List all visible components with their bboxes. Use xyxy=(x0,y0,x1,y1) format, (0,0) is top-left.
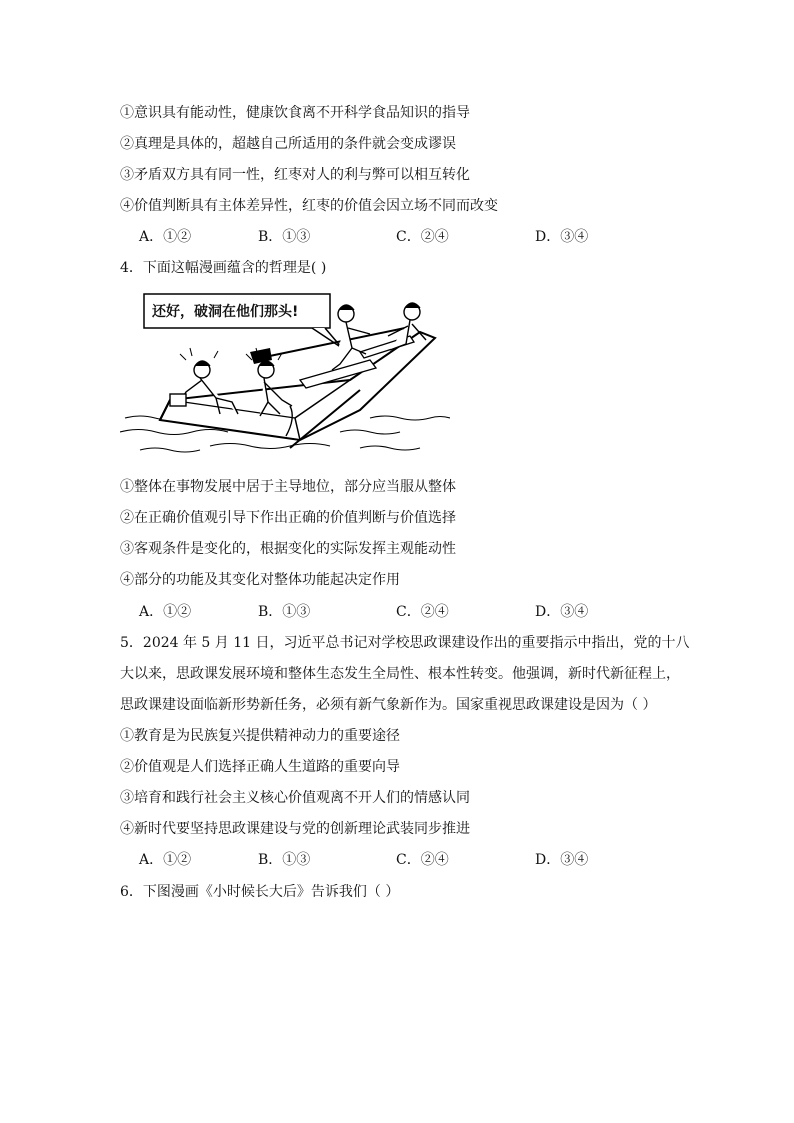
q4-stem: 4．下面这幅漫画蕴含的哲理是( ) xyxy=(120,260,327,276)
q3-statement-4: ④价值判断具有主体差异性，红枣的价值会因立场不同而改变 xyxy=(120,198,498,214)
q5-statement-4: ④新时代要坚持思政课建设与党的创新理论武装同步推进 xyxy=(120,821,470,837)
q5-stem-line-3: 思政课建设面临新形势新任务，必须有新气象新作为。国家重视思政课建设是因为（ ） xyxy=(120,697,657,713)
q3-statement-1: ①意识具有能动性，健康饮食离不开科学食品知识的指导 xyxy=(120,105,470,121)
q4-statement-1: ①整体在事物发展中居于主导地位，部分应当服从整体 xyxy=(120,479,456,495)
q4-statement-4: ④部分的功能及其变化对整体功能起决定作用 xyxy=(120,572,400,588)
q3-option-b: B．①③ xyxy=(258,229,311,245)
q5-statement-1: ①教育是为民族复兴提供精神动力的重要途径 xyxy=(120,728,400,744)
q4-option-d: D．③④ xyxy=(535,604,589,620)
q3-option-a: A．①② xyxy=(139,229,192,245)
q3-option-d: D．③④ xyxy=(535,229,589,245)
q5-option-d: D．③④ xyxy=(535,852,589,868)
q3-statement-2: ②真理是具体的，超越自己所适用的条件就会变成谬误 xyxy=(120,136,456,152)
q3-option-c: C．②④ xyxy=(396,229,449,245)
person-rowing-front xyxy=(332,305,370,370)
q5-stem-line-1: 5．2024 年 5 月 11 日，习近平总书记对学校思政课建设作出的重要指示中指出，党的十八 xyxy=(120,635,690,651)
q5-option-c: C．②④ xyxy=(396,852,449,868)
q5-statement-3: ③培育和践行社会主义核心价值观离不开人们的情感认同 xyxy=(120,790,470,806)
q4-statement-2: ②在正确价值观引导下作出正确的价值判断与价值选择 xyxy=(120,510,456,526)
q5-stem-line-2: 大以来，思政课发展环境和整体生态发生全局性、根本性转变。他强调，新时代新征程上， xyxy=(120,666,680,682)
speech-bubble-text: 还好，破洞在他们那头! xyxy=(152,304,299,320)
q5-statement-2: ②价值观是人们选择正确人生道路的重要向导 xyxy=(120,759,400,775)
q4-option-c: C．②④ xyxy=(396,604,449,620)
q3-statement-3: ③矛盾双方具有同一性，红枣对人的利与弊可以相互转化 xyxy=(120,167,470,183)
q4-statement-3: ③客观条件是变化的，根据变化的实际发挥主观能动性 xyxy=(120,541,456,557)
q4-option-b: B．①③ xyxy=(258,604,311,620)
q4-option-a: A．①② xyxy=(139,604,192,620)
q5-option-b: B．①③ xyxy=(258,852,311,868)
q5-option-a: A．①② xyxy=(139,852,192,868)
q6-stem: 6．下图漫画《小时候长大后》告诉我们（ ） xyxy=(120,884,400,900)
